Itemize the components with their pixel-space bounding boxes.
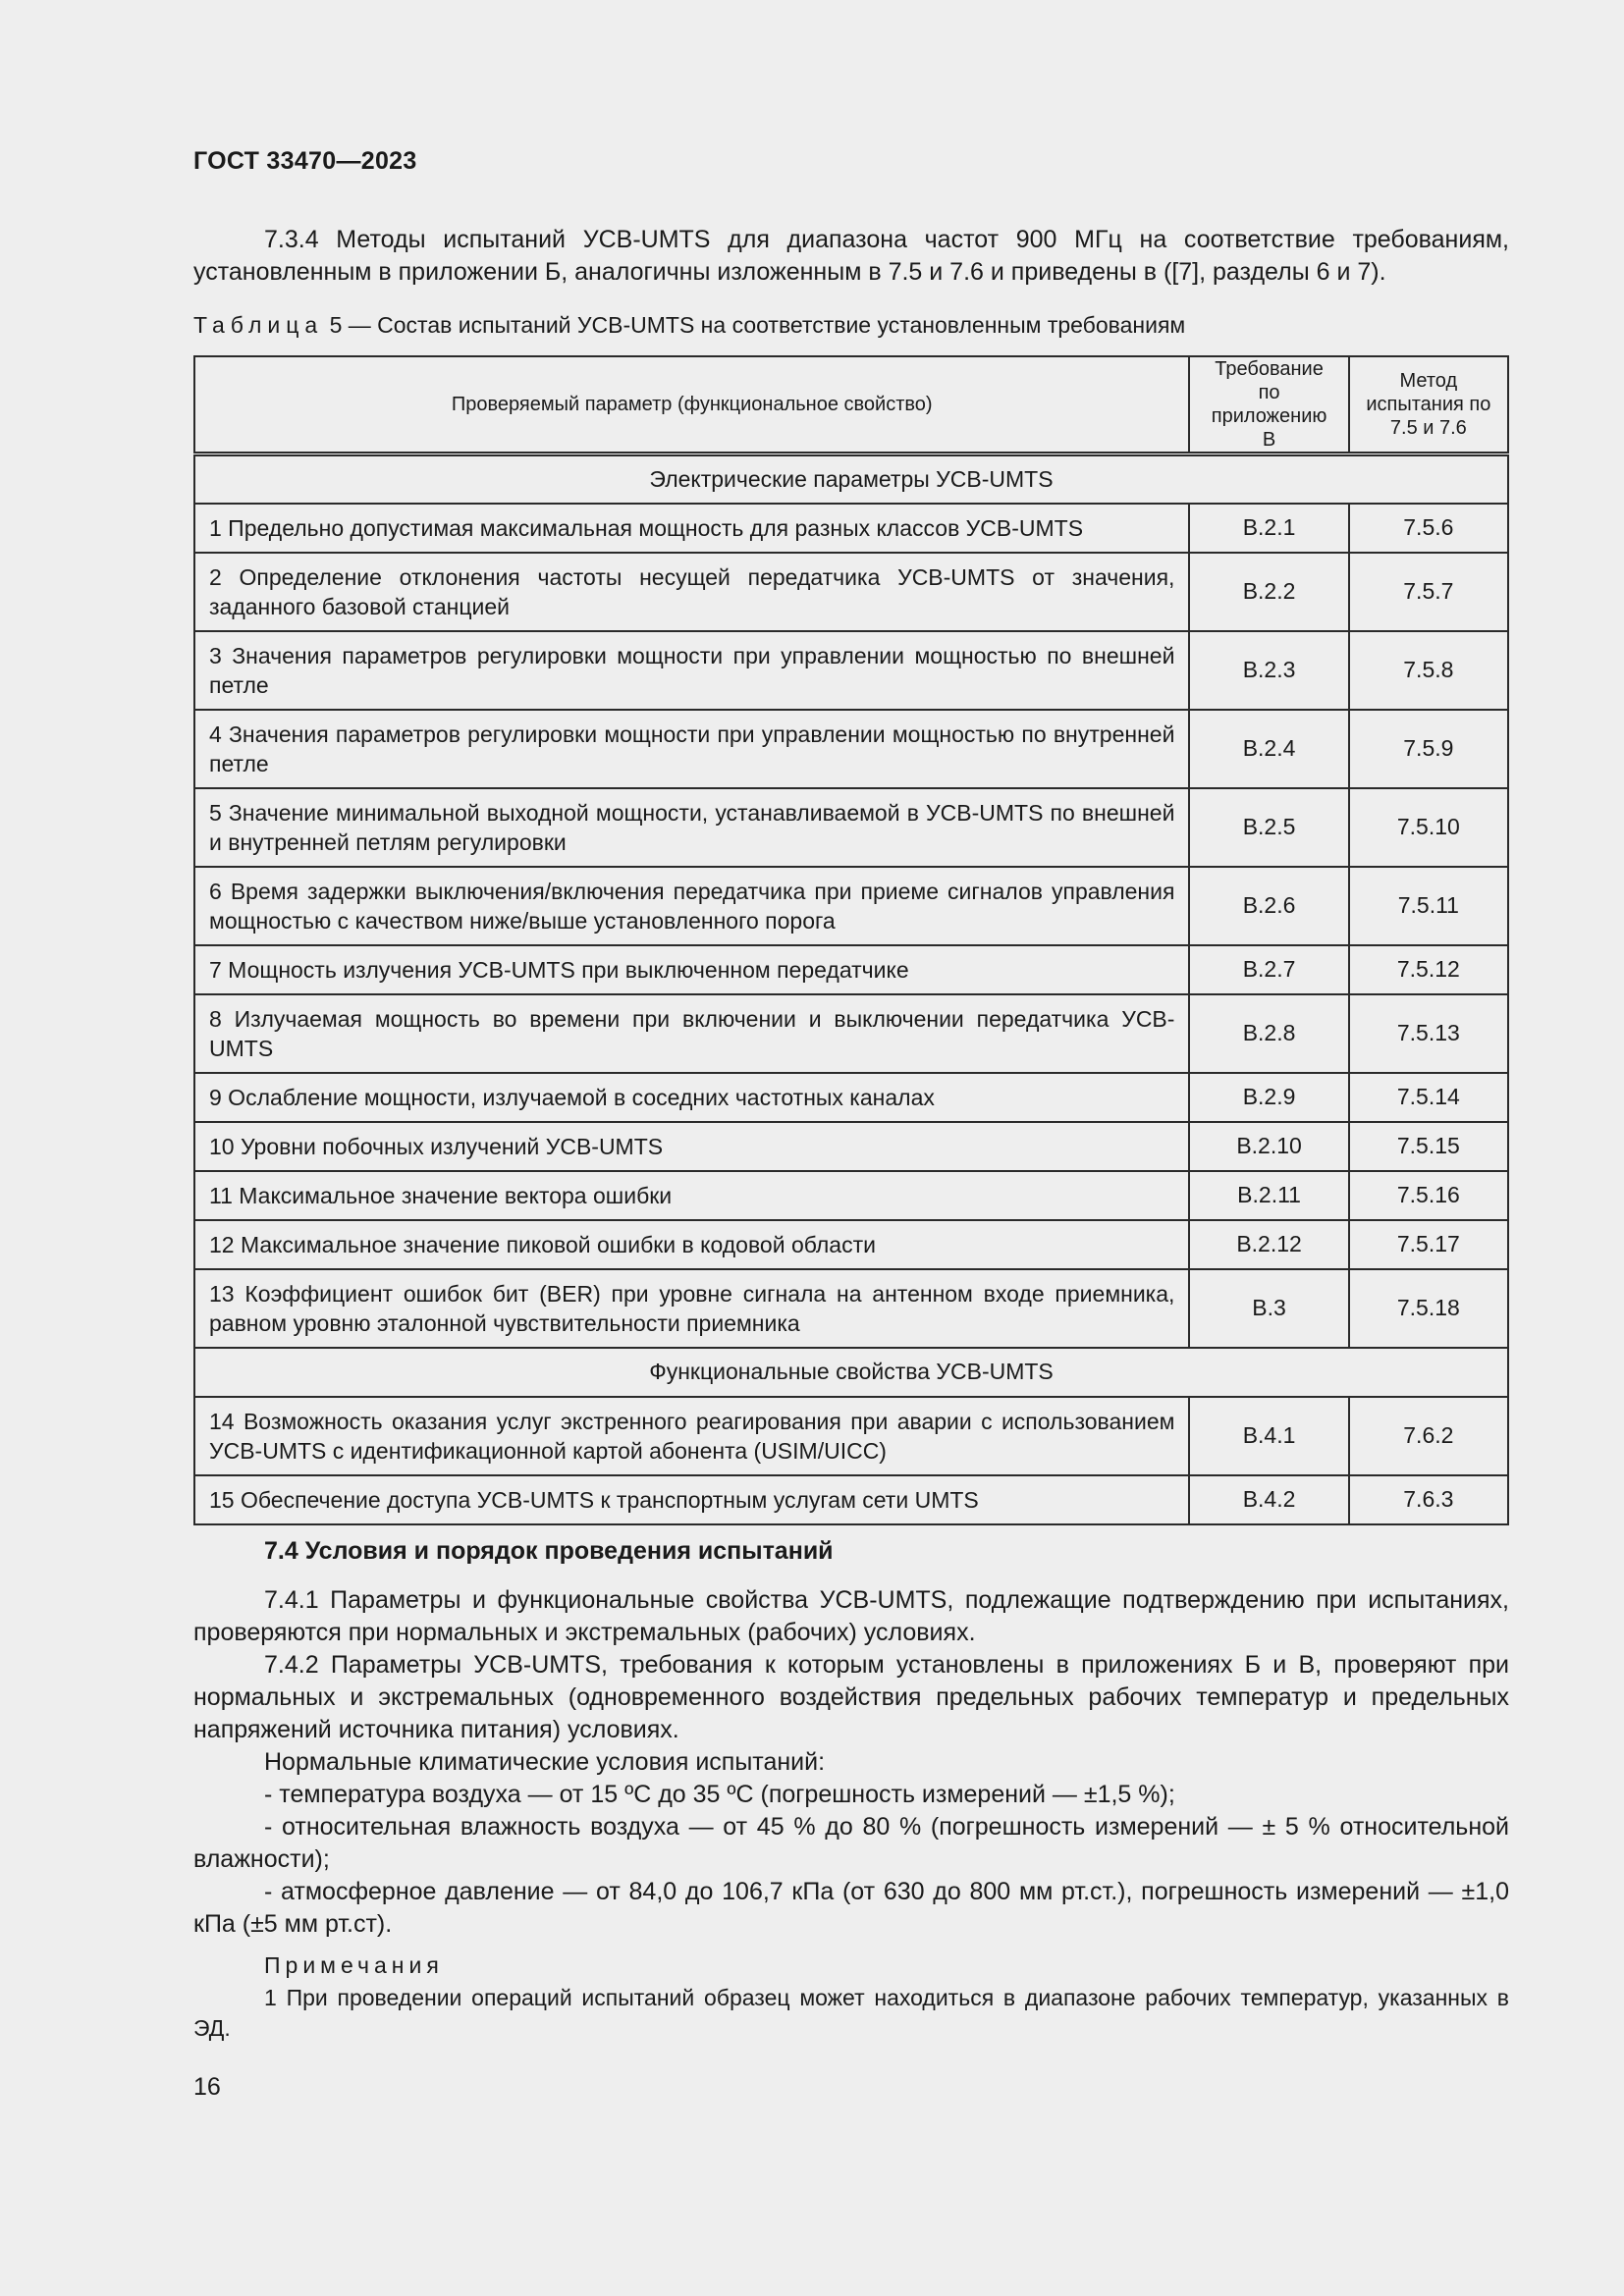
- cell-requirement: В.2.5: [1189, 788, 1348, 867]
- table-row: [194, 994, 1508, 1073]
- cell-requirement: В.2.11: [1189, 1171, 1348, 1220]
- cell-method: 7.5.8: [1349, 631, 1508, 710]
- cell-method: 7.5.7: [1349, 553, 1508, 631]
- table-row: [194, 1220, 1508, 1269]
- cell-parameter: 1 Предельно допустимая максимальная мощность для разных классов УСВ-UMTS: [194, 504, 1189, 553]
- table-caption-label: Таблица: [193, 312, 324, 338]
- header-method: Метод испытания по 7.5 и 7.6: [1349, 356, 1508, 454]
- cell-requirement: В.2.6: [1189, 867, 1348, 945]
- table-row: [194, 631, 1508, 710]
- cell-requirement: В.3: [1189, 1269, 1348, 1348]
- cell-requirement: В.2.1: [1189, 504, 1348, 553]
- paragraph-7-4-1: 7.4.1 Параметры и функциональные свойства УСВ-UMTS, подлежащие подтверждению при испытаниях, проверяются при нормальных и экстремальных (рабочих) условиях.: [193, 1586, 1509, 1646]
- cell-requirement: В.2.3: [1189, 631, 1348, 710]
- section-title: Электрические параметры УСВ-UMTS: [194, 454, 1508, 504]
- cell-parameter: 2 Определение отклонения частоты несущей передатчика УСВ-UMTS от значения, заданного базовой станцией: [194, 553, 1189, 631]
- cell-method: 7.5.14: [1349, 1073, 1508, 1122]
- table-section-row: [194, 1348, 1508, 1397]
- section-7-4-heading: 7.4 Условия и порядок проведения испытаний: [264, 1537, 834, 1565]
- table-row: [194, 553, 1508, 631]
- page-number: 16: [193, 2073, 221, 2101]
- table-row: [194, 1269, 1508, 1348]
- cell-method: 7.6.2: [1349, 1397, 1508, 1475]
- table-section-row: [194, 454, 1508, 504]
- condition-item: - относительная влажность воздуха — от 45 % до 80 % (погрешность измерений — ± 5 % относительной влажности);: [193, 1813, 1509, 1873]
- condition-item: - температура воздуха — от 15 ºС до 35 ºС (погрешность измерений — ±1,5 %);: [264, 1781, 1175, 1808]
- table-body: [194, 454, 1508, 1524]
- table-row: [194, 945, 1508, 994]
- notes-heading: Примечания: [264, 1952, 444, 1978]
- note-1: 1 При проведении операций испытаний образец может находиться в диапазоне рабочих температур, указанных в ЭД.: [193, 1985, 1509, 2041]
- table-row: [194, 1171, 1508, 1220]
- document-title: ГОСТ 33470—2023: [193, 147, 417, 175]
- condition-item: - атмосферное давление — от 84,0 до 106,7 кПа (от 630 до 800 мм рт.ст.), погрешность измерений — ±1,0 кПа (±5 мм рт.ст).: [193, 1878, 1509, 1938]
- paragraph-7-4-2: 7.4.2 Параметры УСВ-UMTS, требования к которым установлены в приложениях Б и В, проверяют при нормальных и экстремальных (одновременного воздействия предельных рабочих температур и предельных напряжений источника питания) условиях.: [193, 1651, 1509, 1743]
- cell-parameter: 15 Обеспечение доступа УСВ-UMTS к транспортным услугам сети UMTS: [194, 1475, 1189, 1524]
- cell-method: 7.5.9: [1349, 710, 1508, 788]
- table-row: [194, 788, 1508, 867]
- table-row: [194, 867, 1508, 945]
- normal-conditions-lead: Нормальные климатические условия испытаний:: [264, 1748, 826, 1776]
- cell-method: 7.5.18: [1349, 1269, 1508, 1348]
- cell-method: 7.5.11: [1349, 867, 1508, 945]
- cell-parameter: 8 Излучаемая мощность во времени при включении и выключении передатчика УСВ-UMTS: [194, 994, 1189, 1073]
- table-5: [193, 355, 1509, 1525]
- cell-method: 7.5.6: [1349, 504, 1508, 553]
- header-parameter: Проверяемый параметр (функциональное свойство): [194, 356, 1189, 454]
- cell-requirement: В.2.4: [1189, 710, 1348, 788]
- section-title: Функциональные свойства УСВ-UMTS: [194, 1348, 1508, 1397]
- cell-parameter: 9 Ослабление мощности, излучаемой в соседних частотных каналах: [194, 1073, 1189, 1122]
- cell-parameter: 4 Значения параметров регулировки мощности при управлении мощностью по внутренней петле: [194, 710, 1189, 788]
- table-row: [194, 1475, 1508, 1524]
- cell-requirement: В.4.2: [1189, 1475, 1348, 1524]
- cell-requirement: В.2.2: [1189, 553, 1348, 631]
- section-7-4-body: [193, 1584, 1509, 2044]
- cell-method: 7.5.17: [1349, 1220, 1508, 1269]
- cell-method: 7.6.3: [1349, 1475, 1508, 1524]
- cell-method: 7.5.16: [1349, 1171, 1508, 1220]
- cell-requirement: В.4.1: [1189, 1397, 1348, 1475]
- table-row: [194, 504, 1508, 553]
- cell-method: 7.5.13: [1349, 994, 1508, 1073]
- cell-method: 7.5.10: [1349, 788, 1508, 867]
- cell-parameter: 12 Максимальное значение пиковой ошибки в кодовой области: [194, 1220, 1189, 1269]
- cell-requirement: В.2.9: [1189, 1073, 1348, 1122]
- cell-parameter: 7 Мощность излучения УСВ-UMTS при выключенном передатчике: [194, 945, 1189, 994]
- cell-parameter: 5 Значение минимальной выходной мощности, устанавливаемой в УСВ-UMTS по внешней и внутренней петлям регулировки: [194, 788, 1189, 867]
- paragraph-7-3-4: 7.3.4 Методы испытаний УСВ-UMTS для диапазона частот 900 МГц на соответствие требованиям, установленным в приложении Б, аналогичны изложенным в 7.5 и 7.6 и приведены в ([7], разделы 6 и 7).: [193, 226, 1509, 286]
- cell-parameter: 11 Максимальное значение вектора ошибки: [194, 1171, 1189, 1220]
- table-header-row: [194, 356, 1508, 454]
- table-row: [194, 710, 1508, 788]
- cell-requirement: В.2.12: [1189, 1220, 1348, 1269]
- intro-block: [193, 224, 1509, 289]
- cell-method: 7.5.15: [1349, 1122, 1508, 1171]
- table-row: [194, 1122, 1508, 1171]
- cell-requirement: В.2.8: [1189, 994, 1348, 1073]
- cell-parameter: 14 Возможность оказания услуг экстренного реагирования при аварии с использованием УСВ-UMTS с идентификационной картой абонента (USIM/UICC): [194, 1397, 1189, 1475]
- cell-parameter: 6 Время задержки выключения/включения передатчика при приеме сигналов управления мощностью с качеством ниже/выше установленного порога: [194, 867, 1189, 945]
- table-row: [194, 1397, 1508, 1475]
- cell-method: 7.5.12: [1349, 945, 1508, 994]
- header-requirement: Требование по приложению В: [1189, 356, 1348, 454]
- table-caption: [193, 312, 1185, 339]
- cell-requirement: В.2.10: [1189, 1122, 1348, 1171]
- table-row: [194, 1073, 1508, 1122]
- cell-parameter: 13 Коэффициент ошибок бит (BER) при уровне сигнала на антенном входе приемника, равном уровню эталонной чувствительности приемника: [194, 1269, 1189, 1348]
- table-caption-text: 5 — Состав испытаний УСВ-UMTS на соответствие установленным требованиям: [329, 312, 1186, 338]
- cell-parameter: 10 Уровни побочных излучений УСВ-UMTS: [194, 1122, 1189, 1171]
- cell-parameter: 3 Значения параметров регулировки мощности при управлении мощностью по внешней петле: [194, 631, 1189, 710]
- cell-requirement: В.2.7: [1189, 945, 1348, 994]
